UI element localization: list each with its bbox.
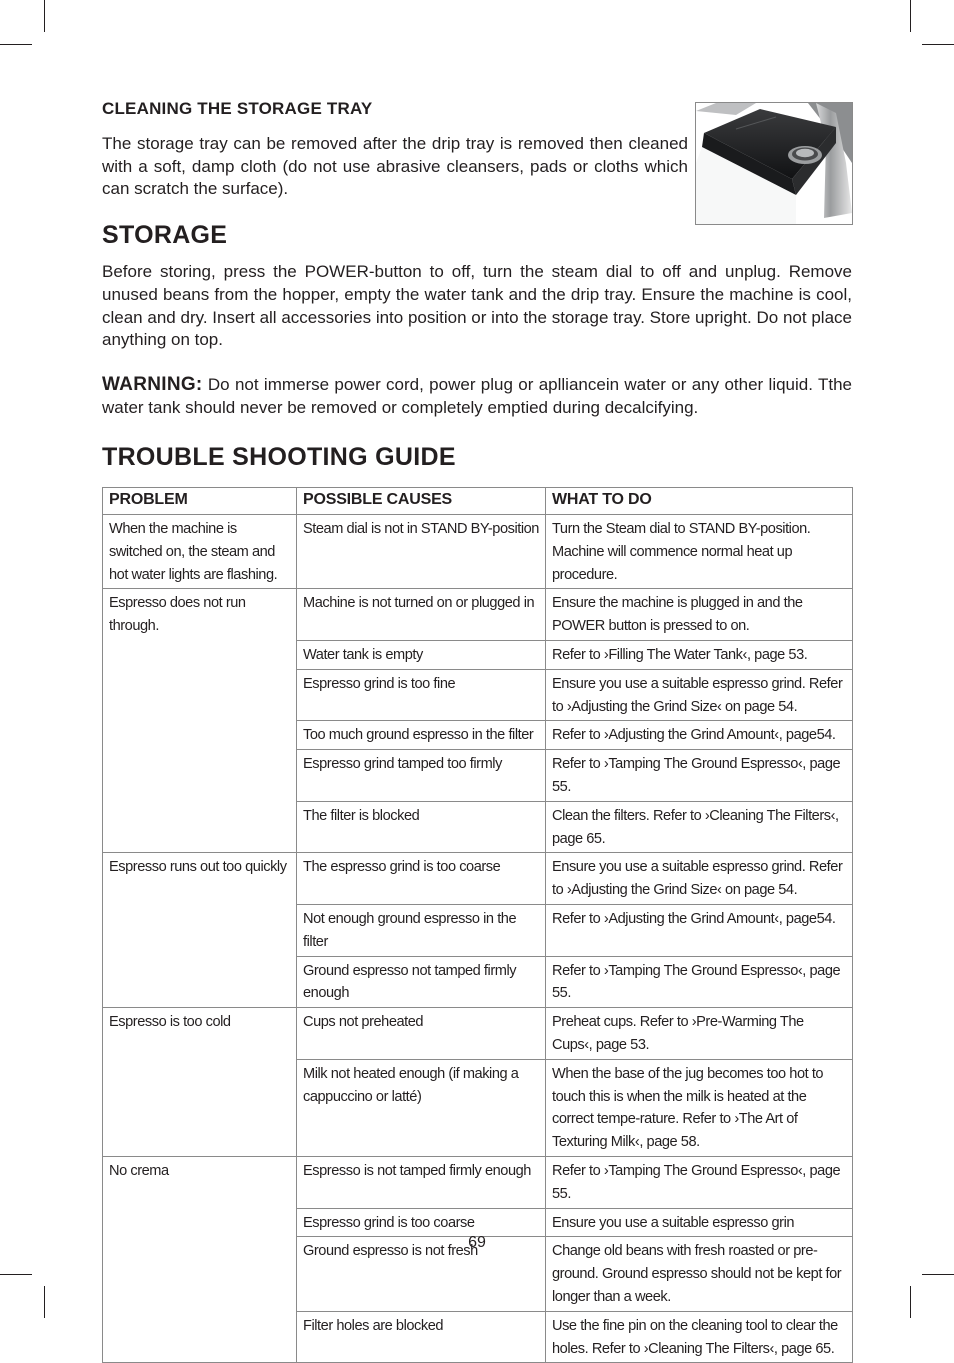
cleaning-text: The storage tray can be removed after the drip tray is removed then cleaned with a soft, damp cloth (do not use abrasive cleansers, pads or cloths which can scratch the surface). bbox=[102, 134, 688, 198]
action-cell: Refer to ›Tamping The Ground Espresso‹, page 55. bbox=[546, 1156, 853, 1208]
cause-cell: The espresso grind is too coarse bbox=[297, 853, 546, 905]
action-cell: Change old beans with fresh roasted or pre-ground. Ground espresso should not be kept for longer than a week. bbox=[546, 1237, 853, 1311]
action-cell: Ensure you use a suitable espresso grind. Refer to ›Adjusting the Grind Size‹ on page 54. bbox=[546, 669, 853, 721]
crop-mark bbox=[0, 44, 32, 45]
storage-tray-photo bbox=[695, 102, 853, 225]
action-cell: Use the fine pin on the cleaning tool to clear the holes. Refer to ›Cleaning The Filters‹, page 65. bbox=[546, 1311, 853, 1363]
action-cell: Ensure you use a suitable espresso grind. Refer to ›Adjusting the Grind Size‹ on page 54. bbox=[546, 853, 853, 905]
column-header-action: WHAT TO DO bbox=[546, 488, 853, 515]
cause-cell: Not enough ground espresso in the filter bbox=[297, 904, 546, 956]
cause-cell: Espresso grind tamped too firmly bbox=[297, 750, 546, 802]
crop-mark bbox=[910, 0, 911, 32]
table-row bbox=[103, 589, 853, 641]
warning-paragraph bbox=[102, 374, 852, 420]
cause-cell: Ground espresso not tamped firmly enough bbox=[297, 956, 546, 1008]
action-cell: Preheat cups. Refer to ›Pre-Warming The Cups‹, page 53. bbox=[546, 1008, 853, 1060]
warning-text: Do not immerse power cord, power plug or aplliancein water or any other liquid. Tthe water tank should never be removed or completely emptied during decalcifying. bbox=[102, 375, 852, 417]
action-cell: Refer to ›Tamping The Ground Espresso‹, page 55. bbox=[546, 956, 853, 1008]
cause-cell: Espresso is not tamped firmly enough bbox=[297, 1156, 546, 1208]
crop-mark bbox=[922, 1274, 954, 1275]
cause-cell: Steam dial is not in STAND BY-position bbox=[297, 515, 546, 589]
page-number: 69 bbox=[468, 1234, 486, 1251]
table-row bbox=[103, 1008, 853, 1060]
crop-mark bbox=[922, 44, 954, 45]
cause-cell: Milk not heated enough (if making a cappuccino or latté) bbox=[297, 1059, 546, 1156]
guide-heading: TROUBLE SHOOTING GUIDE bbox=[102, 443, 456, 471]
cause-cell: Espresso grind is too fine bbox=[297, 669, 546, 721]
problem-cell: Espresso does not run through. bbox=[103, 589, 297, 853]
cause-cell: Espresso grind is too coarse bbox=[297, 1208, 546, 1237]
crop-mark bbox=[44, 0, 45, 32]
crop-mark bbox=[44, 1286, 45, 1318]
crop-mark bbox=[910, 1286, 911, 1318]
problem-cell: When the machine is switched on, the steam and hot water lights are flashing. bbox=[103, 515, 297, 589]
action-cell: When the base of the jug becomes too hot to touch this is when the milk is heated at the correct tempe-rature. Refer to ›The Art of Texturing Milk‹, page 58. bbox=[546, 1059, 853, 1156]
storage-heading: STORAGE bbox=[102, 221, 228, 249]
storage-tray-illustration bbox=[696, 103, 852, 224]
cause-cell: Filter holes are blocked bbox=[297, 1311, 546, 1363]
table-row bbox=[103, 853, 853, 905]
action-cell: Clean the filters. Refer to ›Cleaning The Filters‹, page 65. bbox=[546, 801, 853, 853]
action-cell: Refer to ›Filling The Water Tank‹, page 53. bbox=[546, 640, 853, 669]
problem-cell: No crema bbox=[103, 1156, 297, 1362]
table-header-row bbox=[103, 488, 853, 515]
problem-cell: Espresso runs out too quickly bbox=[103, 853, 297, 1008]
action-cell: Refer to ›Adjusting the Grind Amount‹, page54. bbox=[546, 721, 853, 750]
crop-mark bbox=[0, 1274, 32, 1275]
cause-cell: Ground espresso is not fresh bbox=[297, 1237, 546, 1311]
action-cell: Refer to ›Adjusting the Grind Amount‹, page54. bbox=[546, 904, 853, 956]
cause-cell: Water tank is empty bbox=[297, 640, 546, 669]
column-header-causes: POSSIBLE CAUSES bbox=[297, 488, 546, 515]
cause-cell: Machine is not turned on or plugged in bbox=[297, 589, 546, 641]
warning-label: WARNING: bbox=[102, 374, 203, 395]
action-cell: Ensure the machine is plugged in and the POWER button is pressed to on. bbox=[546, 589, 853, 641]
table-row bbox=[103, 515, 853, 589]
troubleshooting-table bbox=[102, 487, 853, 1363]
action-cell: Refer to ›Tamping The Ground Espresso‹, page 55. bbox=[546, 750, 853, 802]
cause-cell: Cups not preheated bbox=[297, 1008, 546, 1060]
problem-cell: Espresso is too cold bbox=[103, 1008, 297, 1157]
cause-cell: Too much ground espresso in the filter bbox=[297, 721, 546, 750]
storage-text: Before storing, press the POWER-button to off, turn the steam dial to off and unplug. Remove unused beans from the hopper, empty the water tank and the drip tray. Ensure the machine is cool, clean and dry. Insert all accessories into position or into the storage tray. Store upright. Do not place anything on top. bbox=[102, 262, 852, 350]
action-cell: Turn the Steam dial to STAND BY-position. Machine will commence normal heat up procedure. bbox=[546, 515, 853, 589]
column-header-problem: PROBLEM bbox=[103, 488, 297, 515]
cleaning-heading: CLEANING THE STORAGE TRAY bbox=[102, 99, 373, 118]
cause-cell: The filter is blocked bbox=[297, 801, 546, 853]
action-cell: Ensure you use a suitable espresso grin bbox=[546, 1208, 853, 1237]
table-row bbox=[103, 1156, 853, 1208]
